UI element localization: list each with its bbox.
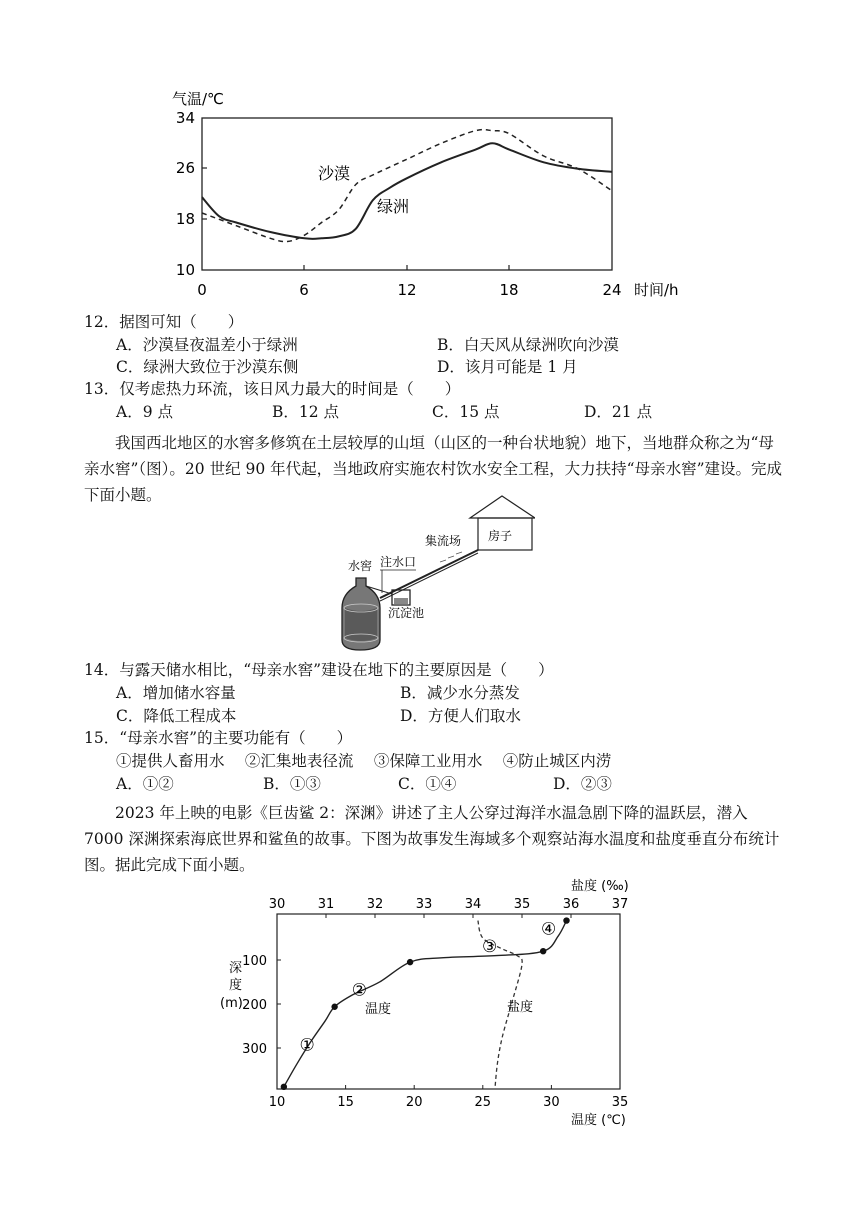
q15-option-a: A．①②: [116, 775, 174, 793]
house-roof: [470, 496, 535, 518]
q14-option-d: D．方便人们取水: [400, 707, 521, 725]
salinity-tick-37: 37: [611, 897, 629, 912]
layer-markers: [300, 919, 557, 1055]
temperature-chart: [150, 80, 710, 310]
y-tick-26: 26: [175, 159, 195, 177]
layer-marker-1: ①: [299, 1035, 315, 1056]
salinity-axis-label: 盐度 (‰): [571, 879, 629, 894]
q12-option-b: B．白天风从绿洲吹向沙漠: [437, 336, 619, 354]
temperature-series-label: 温度: [365, 1002, 392, 1017]
depth-tick-100: 100: [242, 954, 267, 969]
depth-tick-300: 300: [242, 1042, 267, 1057]
passage-water-cellar: 我国西北地区的水窖多修筑在土层较厚的山垣（山区的一种台状地貌）地下，当地群众称之为“母亲水窖”（图）。20 世纪 90 年代起，当地政府实施农村饮水安全工程，大力扶持“母亲水窖”建设。完成下面小题。: [84, 434, 783, 504]
salinity-tick-30: 30: [268, 897, 286, 912]
oasis-temperature-line: [202, 143, 612, 239]
question-12-stem: 12．据图可知（ ）: [84, 313, 244, 331]
cellar-label: 水窖: [348, 559, 373, 573]
y-tick-34: 34: [175, 109, 195, 127]
y-axis-label: 气温/℃: [172, 90, 224, 108]
salinity-tick-34: 34: [464, 897, 482, 912]
desert-label: 沙漠: [318, 164, 351, 183]
plot-frame: [277, 914, 620, 1089]
x-tick-24: 24: [602, 281, 622, 299]
ocean-profile-chart: [215, 872, 645, 1132]
y-tick-10: 10: [175, 261, 195, 279]
salinity-tick-36: 36: [562, 897, 580, 912]
x-tick-0: 0: [197, 281, 207, 299]
salinity-series-label: 盐度: [507, 1000, 534, 1015]
question-14-stem: 14．与露天储水相比，“母亲水窖”建设在地下的主要原因是（ ）: [84, 661, 554, 679]
inlet-label: 注水口: [380, 555, 417, 569]
temperature-dot-5: [563, 917, 569, 923]
q14-option-b: B．减少水分蒸发: [400, 684, 520, 702]
q13-option-c: C．15 点: [432, 403, 500, 421]
salinity-ticks: [269, 897, 629, 918]
temperature-tick-25: 25: [474, 1095, 492, 1110]
depth-label-3: (m): [220, 996, 243, 1011]
layer-marker-2: ②: [351, 980, 367, 1001]
settling-label: 沉淀池: [388, 606, 425, 620]
salinity-tick-31: 31: [317, 897, 335, 912]
temperature-axis-label: 温度 (℃): [571, 1113, 626, 1128]
desert-temperature-line: [202, 130, 612, 242]
house-label: 房子: [488, 529, 513, 543]
q12-option-c: C．绿洲大致位于沙漠东侧: [116, 358, 299, 376]
q13-option-d: D．21 点: [584, 403, 653, 421]
q13-option-b: B．12 点: [272, 403, 340, 421]
depth-tick-200: 200: [242, 998, 267, 1013]
salinity-tick-32: 32: [366, 897, 384, 912]
x-axis-label: 时间/h: [634, 281, 679, 299]
salinity-tick-33: 33: [415, 897, 433, 912]
depth-ticks: [242, 954, 267, 1057]
plot-frame: [202, 118, 612, 270]
q14-option-c: C．降低工程成本: [116, 707, 237, 725]
y-tick-18: 18: [175, 210, 195, 228]
field-label: 集流场: [425, 534, 462, 548]
x-tick-6: 6: [299, 281, 309, 299]
q12-option-a: A．沙漠昼夜温差小于绿洲: [116, 336, 298, 354]
q15-option-c: C．①④: [398, 775, 457, 793]
q14-option-a: A．增加储水容量: [116, 684, 236, 702]
q15-option-d: D．②③: [553, 775, 612, 793]
temperature-tick-10: 10: [268, 1095, 286, 1110]
x-tick-18: 18: [499, 281, 519, 299]
q15-option-b: B．①③: [263, 775, 321, 793]
temperature-tick-20: 20: [405, 1095, 423, 1110]
temperature-tick-30: 30: [543, 1095, 560, 1110]
depth-label-1: 深: [229, 961, 243, 976]
temperature-dot-3: [407, 959, 413, 965]
salinity-tick-35: 35: [513, 897, 531, 912]
water-cellar-diagram: [330, 490, 535, 655]
q15-items: ①提供人畜用水 ②汇集地表径流 ③保障工业用水 ④防止城区内涝: [116, 752, 612, 770]
x-tick-12: 12: [397, 281, 417, 299]
temperature-tick-15: 15: [337, 1095, 354, 1110]
x-ticks: [197, 281, 621, 299]
temperature-dot-2: [331, 1004, 337, 1010]
y-ticks: [176, 109, 195, 279]
temperature-tick-35: 35: [611, 1095, 629, 1110]
temperature-dot-4: [540, 948, 546, 954]
layer-marker-3: ③: [482, 936, 498, 957]
question-13-stem: 13．仅考虑热力环流，该日风力最大的时间是（ ）: [84, 380, 461, 398]
passage-megalodon: 2023 年上映的电影《巨齿鲨 2：深渊》讲述了主人公穿过海洋水温急剧下降的温跃层，潜入 7000 深渊探索海底世界和鲨鱼的故事。下图为故事发生海域多个观察站海水温度和盐度垂直分布统计图。据此完成下面小题。: [84, 804, 780, 874]
q13-option-a: A．9 点: [116, 403, 173, 421]
question-15-stem: 15．“母亲水窖”的主要功能有（ ）: [84, 729, 353, 747]
q12-option-d: D．该月可能是 1 月: [437, 358, 578, 376]
temperature-dot-1: [281, 1084, 287, 1090]
oasis-label: 绿洲: [377, 197, 410, 216]
layer-marker-4: ④: [541, 919, 557, 940]
depth-label-2: 度: [229, 978, 243, 993]
